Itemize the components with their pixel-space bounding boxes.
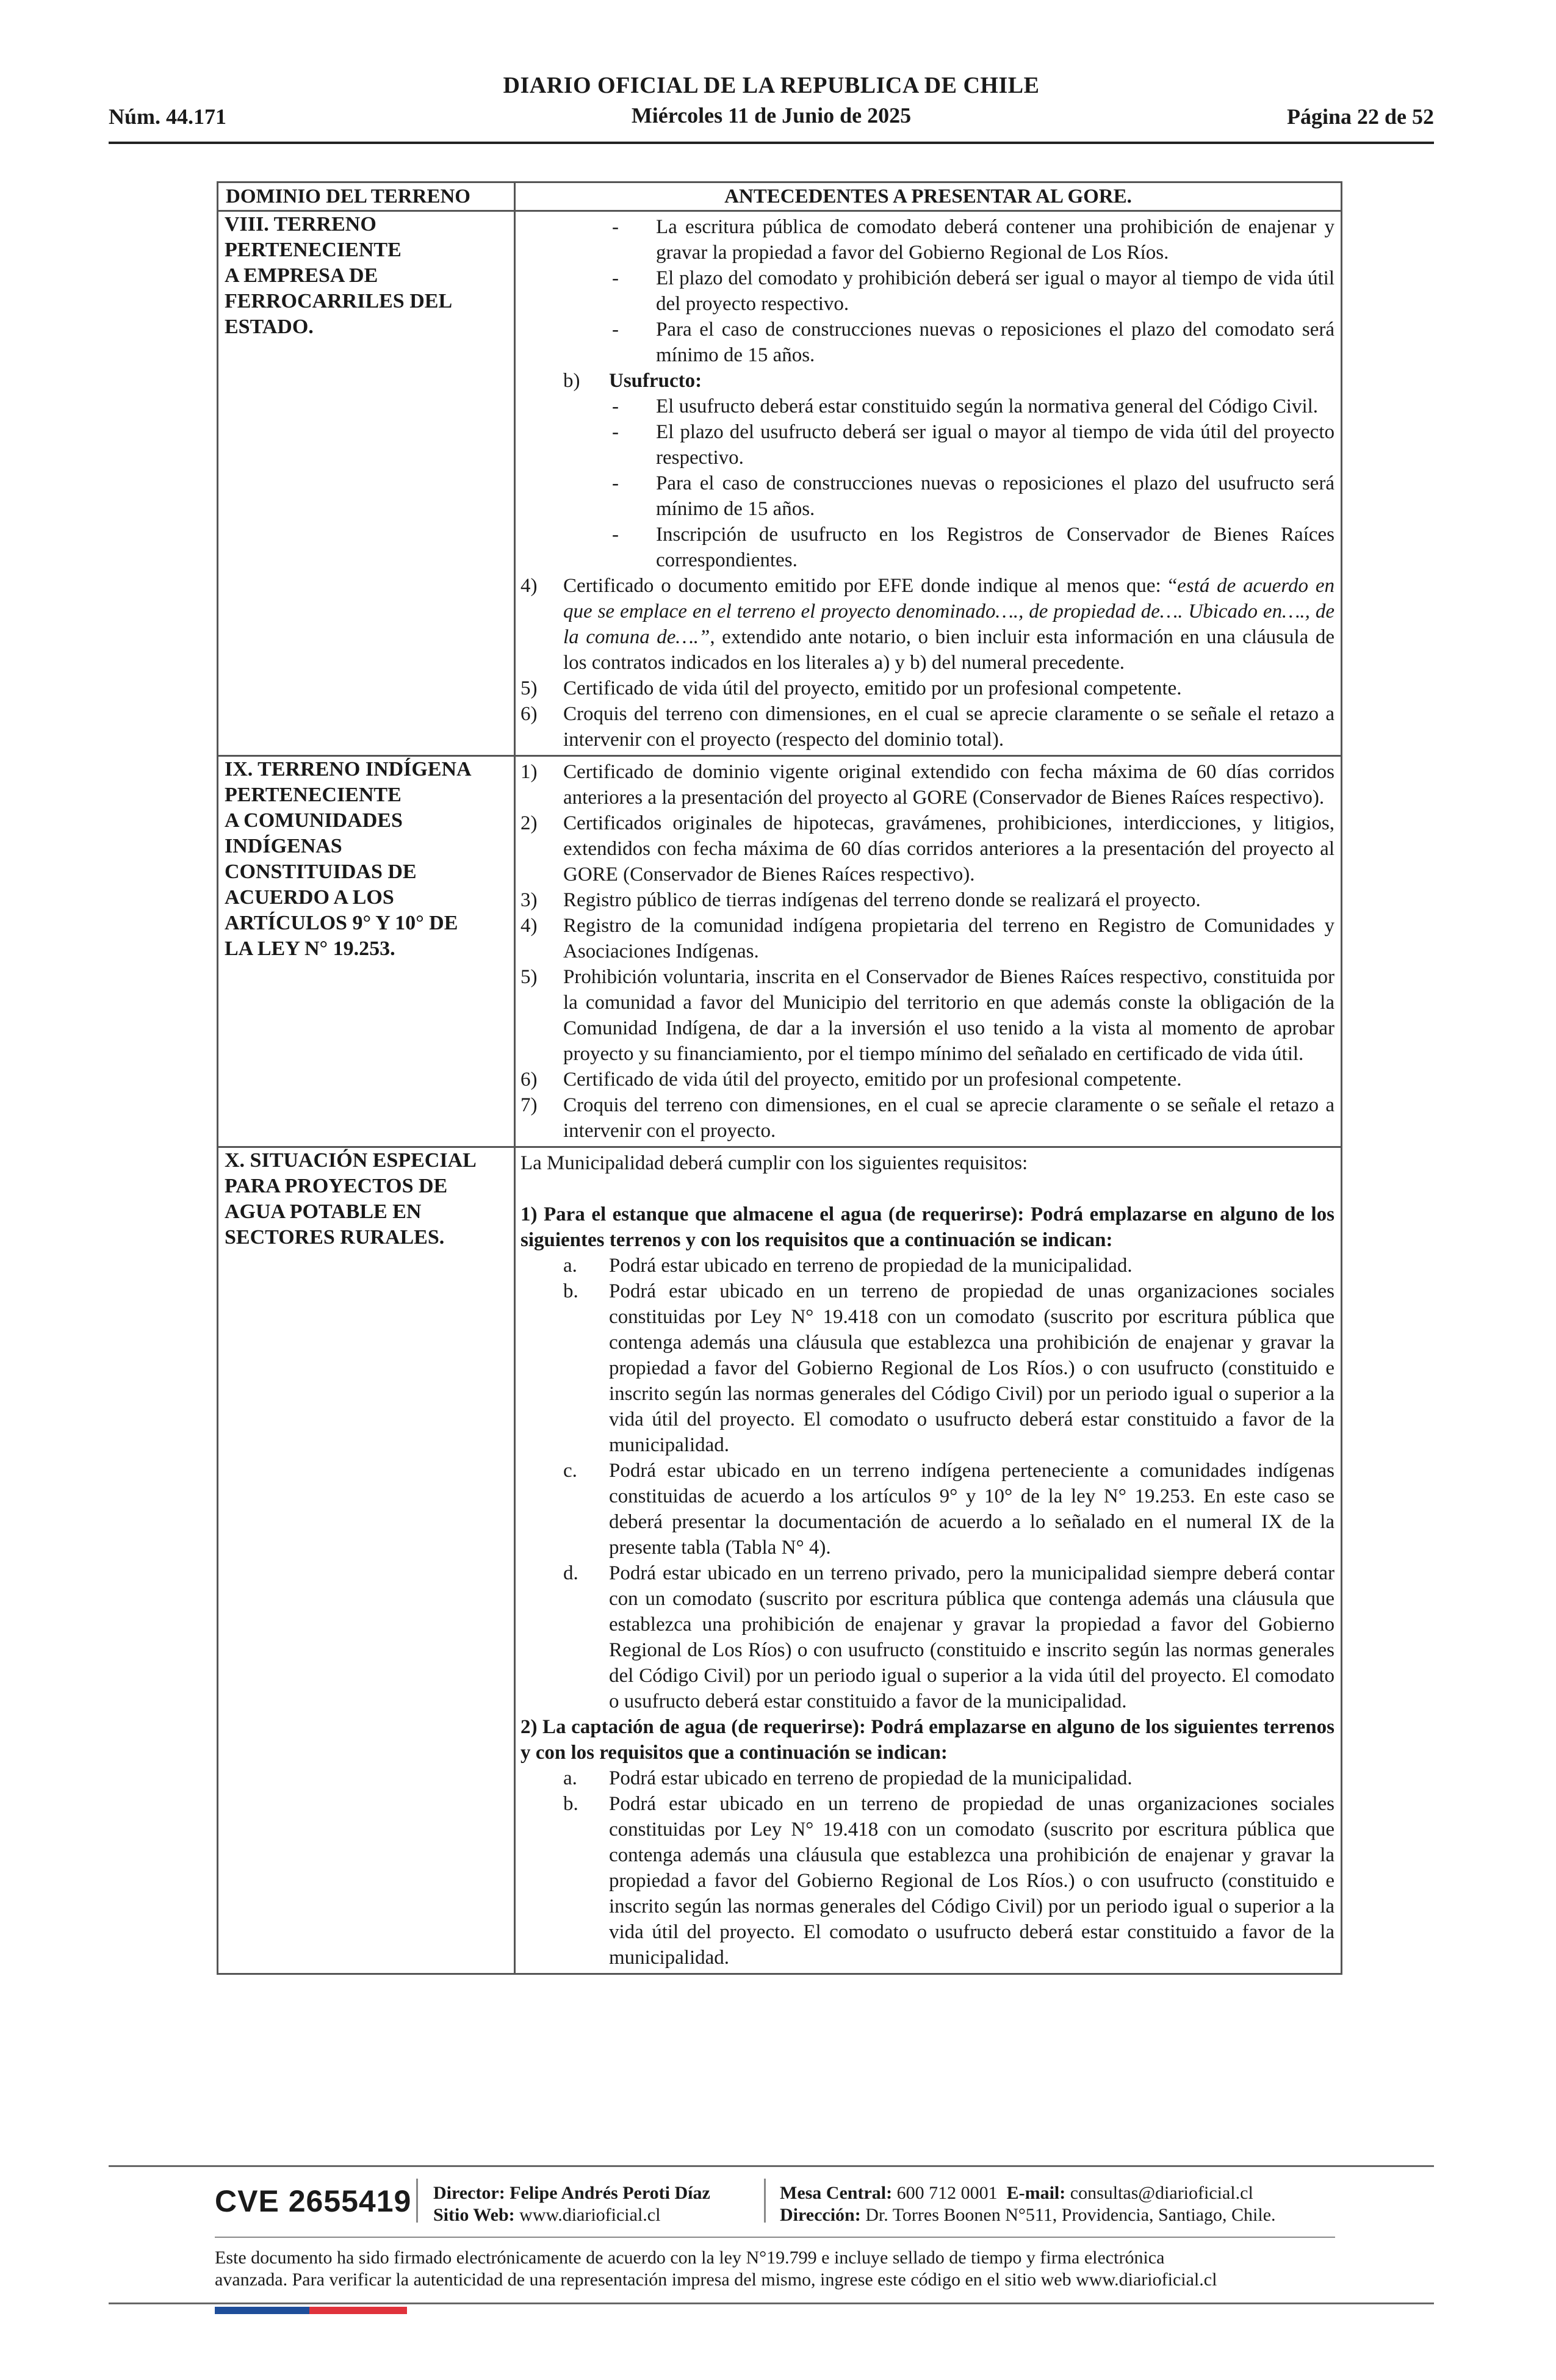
row-label-line: FERROCARRILES DEL: [225, 290, 453, 312]
list-item: d. Podrá estar ubicado en un terreno privado, pero la municipalidad siempre deberá contar con un comodato (suscrito por escritura pública que contenga además una cláusula que establezca una prohibición de enajenar y gravar la propiedad a favor del Gobierno Regional de Los Ríos) o con usufructo (constituido e inscrito según las normas generales del Código Civil) por un periodo igual o superior a la vida útil del proyecto. El comodato o usufructo deberá estar constituido a favor de la municipalidad.: [563, 1562, 1334, 1712]
row-label-ix: [218, 756, 515, 1147]
column-header-requirements: ANTECEDENTES A PRESENTAR AL GORE.: [515, 182, 1342, 211]
page-number: Página 22 de 52: [1286, 104, 1434, 129]
row-label-line: AGUA POTABLE EN: [225, 1200, 422, 1223]
numbered-item: 6) Croquis del terreno con dimensiones, en el cual se aprecie claramente o se señale el retazo a intervenir con el proyecto (respecto del dominio total).: [520, 703, 1334, 751]
dash-marker: -: [612, 472, 619, 494]
row-label-line: PERTENECIENTE: [225, 239, 402, 261]
dash-marker: -: [612, 524, 619, 546]
cve-code: CVE 2655419: [215, 2184, 412, 2218]
row-label-viii: [218, 211, 515, 756]
director-name: Felipe Andrés Peroti Díaz: [510, 2183, 710, 2203]
list-item: - Para el caso de construcciones nuevas o reposiciones el plazo del usufructo será mínimo de 15 años.: [520, 471, 1334, 522]
issue-number: Núm. 44.171: [109, 104, 227, 129]
header-divider: [109, 142, 1434, 144]
numbered-item: 5) Prohibición voluntaria, inscrita en el Conservador de Bienes Raíces respectivo, constituida por la comunidad a favor del Municipio del territorio en que además conste la obligación de la Comunidad Indígena, de dar a la inversión el uso tenido a la vista al momento de aprobar proyecto y su financiamiento, por el tiempo mínimo del señalado en certificado de vida útil.: [520, 966, 1334, 1065]
row-label-line: INDÍGENAS: [225, 835, 342, 857]
footer-separator: [416, 2179, 418, 2223]
table-row-x: [218, 1147, 1342, 1974]
table-row-ix: [218, 756, 1342, 1147]
table-row-viii: [218, 211, 1342, 756]
numbered-item: 3) Registro público de tierras indígenas del terreno donde se realizará el proyecto.: [520, 889, 1201, 911]
footer-contact-block: Mesa Central: 600 712 0001 E-mail: consultas@diarioficial.cl Dirección: Dr. Torres Boonen N°511, Providencia, Santiago, Chile.: [780, 2183, 1276, 2225]
row-label-line: ESTADO.: [225, 316, 314, 338]
legal-notice: Este documento ha sido firmado electrónicamente de acuerdo con la ley N°19.799 e incluye sellado de tiempo y firma electrónica avanzada. Para verificar la autenticidad de una representación impresa del mismo, ingrese este código en el sitio web www.diarioficial.cl: [215, 2248, 1217, 2290]
numbered-item: 7) Croquis del terreno con dimensiones, en el cual se aprecie claramente o se señale el retazo a intervenir con el proyecto.: [520, 1094, 1334, 1142]
page-header: [109, 72, 1434, 144]
row-label-line: LA LEY N° 19.253.: [225, 937, 395, 960]
row-label-line: A COMUNIDADES: [225, 809, 403, 832]
list-item: c. Podrá estar ubicado en un terreno indígena perteneciente a comunidades indígenas constituidas de acuerdo a los artículos 9° y 10° de la ley N° 19.253. En este caso se deberá presentar la documentación de acuerdo a lo señalado en el numeral IX de la presente tabla (Tabla N° 4).: [563, 1460, 1334, 1559]
row-content-ix: [515, 756, 1342, 1147]
list-item: - Para el caso de construcciones nuevas o reposiciones el plazo del comodato será mínimo de 15 años.: [520, 317, 1334, 368]
row-content-x: [515, 1147, 1342, 1974]
table-header-row: [218, 182, 1342, 211]
numbered-item: 6) Certificado de vida útil del proyecto, emitido por un profesional competente.: [520, 1069, 1182, 1091]
column-header-domain: DOMINIO DEL TERRENO: [218, 182, 515, 211]
row-label-line: A EMPRESA DE: [225, 264, 378, 287]
numbered-item: 2) Certificados originales de hipotecas, gravámenes, prohibiciones, interdicciones, y litigios, extendidos con fecha máxima de 60 días corridos anteriores a la presentación del proyecto al GORE (Conservador de Bienes Raíces respectivo).: [520, 812, 1334, 885]
list-item: a. Podrá estar ubicado en terreno de propiedad de la municipalidad.: [563, 1255, 1133, 1277]
footer-director-block: Director: Felipe Andrés Peroti Díaz Sitio Web: www.diarioficial.cl: [433, 2183, 710, 2225]
email-link[interactable]: consultas@diarioficial.cl: [1070, 2183, 1253, 2203]
publication-title: DIARIO OFICIAL DE LA REPUBLICA DE CHILE: [503, 73, 1040, 98]
dash-marker: -: [612, 267, 619, 289]
address: Dr. Torres Boonen N°511, Providencia, Santiago, Chile.: [865, 2205, 1276, 2225]
footer-separator: [764, 2179, 766, 2223]
row-label-line: X. SITUACIÓN ESPECIAL: [225, 1149, 477, 1172]
flag-stripe-blue: [215, 2307, 309, 2314]
section-heading-2: 2) La captación de agua (de requerirse): Podrá emplazarse en alguno de los siguientes terrenos y con los requisitos que a continuación se indican:: [520, 1716, 1334, 1764]
dash-marker: -: [612, 216, 619, 238]
list-item: - La escritura pública de comodato deberá contener una prohibición de enajenar y gravar la propiedad a favor del Gobierno Regional de Los Ríos.: [520, 214, 1334, 265]
flag-stripe-red: [309, 2307, 407, 2314]
row-label-line: PERTENECIENTE: [225, 784, 402, 806]
list-item: b. Podrá estar ubicado en un terreno de propiedad de unas organizaciones sociales constituidas por Ley N° 19.418 con un comodato (suscrito por escritura pública que contenga además una cláusula que establezca una prohibición de enajenar y gravar la propiedad a favor del Gobierno Regional de Los Ríos.) o con usufructo (constituido e inscrito según las normas generales del Código Civil) por un periodo igual o superior a la vida útil del proyecto. El comodato o usufructo deberá estar constituido a favor de la municipalidad.: [563, 1280, 1334, 1456]
numbered-item: 5) Certificado de vida útil del proyecto, emitido por un profesional competente.: [520, 677, 1182, 699]
list-item: - Inscripción de usufructo en los Registros de Conservador de Bienes Raíces correspondientes.: [520, 522, 1334, 573]
row-label-line: CONSTITUIDAS DE: [225, 860, 417, 883]
website-link[interactable]: www.diarioficial.cl: [519, 2205, 661, 2225]
row-label-line: SECTORES RURALES.: [225, 1226, 445, 1249]
list-item: - El usufructo deberá estar constituido según la normativa general del Código Civil.: [520, 394, 1334, 419]
subsection-usufructo: b) Usufructo:: [563, 370, 702, 392]
intro-text: La Municipalidad deberá cumplir con los siguientes requisitos:: [520, 1152, 1028, 1174]
dash-marker: -: [612, 421, 619, 443]
section-heading-1: 1) Para el estanque que almacene el agua (de requerirse): Podrá emplazarse en alguno de los siguientes terrenos y con los requisitos que a continuación se indican:: [520, 1203, 1334, 1251]
dash-marker: -: [612, 319, 619, 341]
legal-divider: [215, 2237, 1335, 2238]
row-label-line: VIII. TERRENO: [225, 213, 376, 236]
row-label-line: ARTÍCULOS 9° Y 10° DE: [225, 912, 458, 934]
row-label-line: ACUERDO A LOS: [225, 886, 394, 909]
issue-date: Miércoles 11 de Junio de 2025: [631, 103, 912, 128]
row-label-x: [218, 1147, 515, 1974]
phone-number: 600 712 0001: [896, 2183, 998, 2203]
numbered-item: 4) Certificado o documento emitido por EFE donde indique al menos que: “está de acuerdo en que se emplace en el terreno el proyecto denominado…., de propiedad de…. Ubicado en…., de la comuna de….”, extendido ante notario, o bien incluir esta información en una cláusula de los contratos indicados en los literales a) y b) del numeral precedente.: [520, 575, 1334, 674]
numbered-item: 1) Certificado de dominio vigente original extendido con fecha máxima de 60 días corridos anteriores a la presentación del proyecto al GORE (Conservador de Bienes Raíces respectivo).: [520, 761, 1334, 809]
row-label-line: PARA PROYECTOS DE: [225, 1175, 448, 1197]
requirements-table: [217, 181, 1342, 1975]
dash-marker: -: [612, 395, 619, 417]
list-item: a. Podrá estar ubicado en terreno de propiedad de la municipalidad.: [563, 1767, 1133, 1789]
bottom-divider: [109, 2302, 1434, 2304]
list-item: - El plazo del comodato y prohibición deberá ser igual o mayor al tiempo de vida útil del proyecto respectivo.: [520, 265, 1334, 317]
row-label-line: IX. TERRENO INDÍGENA: [225, 758, 472, 781]
list-item: b. Podrá estar ubicado en un terreno de propiedad de unas organizaciones sociales constituidas por Ley N° 19.418 con un comodato (suscrito por escritura pública que contenga además una cláusula que establezca una prohibición de enajenar y gravar la propiedad a favor del Gobierno Regional de Los Ríos.) o con usufructo (constituido e inscrito según las normas generales del Código Civil) por un periodo igual o superior a la vida útil del proyecto. El comodato o usufructo deberá estar constituido a favor de la municipalidad.: [563, 1793, 1334, 1969]
row-content-viii: [515, 211, 1342, 756]
footer-divider: [109, 2165, 1434, 2167]
numbered-item: 4) Registro de la comunidad indígena propietaria del terreno en Registro de Comunidades y Asociaciones Indígenas.: [520, 915, 1334, 962]
list-item: - El plazo del usufructo deberá ser igual o mayor al tiempo de vida útil del proyecto respectivo.: [520, 419, 1334, 471]
